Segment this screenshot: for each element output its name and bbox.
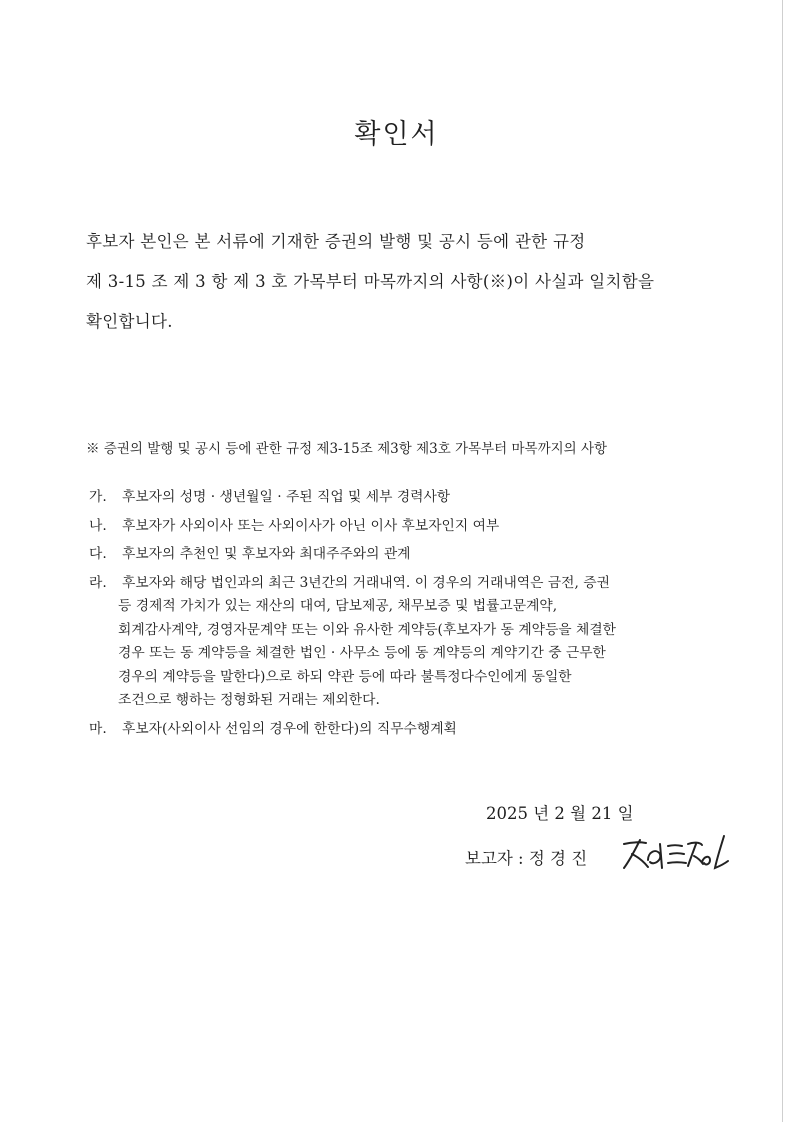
handwritten-signature bbox=[618, 830, 733, 878]
list-item-text: 후보자의 추천인 및 후보자와 최대주주와의 관계 bbox=[122, 546, 411, 562]
list-item-text: 후보자가 사외이사 또는 사외이사가 아닌 이사 후보자인지 여부 bbox=[122, 517, 500, 534]
regulation-item-list bbox=[89, 486, 729, 746]
statement-line: 확인합니다. bbox=[86, 312, 173, 331]
statement-line: 제 3-15 조 제 3 항 제 3 호 가목부터 마목까지의 사항(※)이 사실과 일치함을 bbox=[86, 272, 655, 291]
list-item-text: 경우의 계약등을 말한다)으로 하되 약관 등에 따라 불특정다수인에게 동일한 bbox=[118, 668, 572, 685]
reporter-label: 보고자 : 정 경 진 bbox=[465, 849, 588, 868]
list-item-text: 후보자와 해당 법인과의 최근 3년간의 거래내역. 이 경우의 거래내역은 금전, 증권 bbox=[122, 574, 610, 591]
list-item-text: 경우 또는 동 계약등을 체결한 법인 · 사무소 등에 동 계약등의 계약기간 중 근무한 bbox=[118, 645, 606, 661]
page-edge-line bbox=[782, 0, 783, 1122]
report-date: 2025 년 2 월 21 일 bbox=[486, 804, 634, 823]
list-item-text: 등 경제적 가치가 있는 재산의 대여, 담보제공, 채무보증 및 법률고문계약, bbox=[118, 598, 558, 614]
list-item-text: 후보자의 성명 · 생년월일 · 주된 직업 및 세부 경력사항 bbox=[122, 489, 451, 505]
list-item bbox=[89, 572, 729, 713]
list-item bbox=[89, 515, 729, 539]
list-item-marker: 가. bbox=[89, 489, 107, 505]
statement-line: 후보자 본인은 본 서류에 기재한 증권의 발행 및 공시 등에 관한 규정 bbox=[86, 232, 586, 251]
list-item-text: 조건으로 행하는 정형화된 거래는 제외한다. bbox=[118, 692, 380, 708]
list-item bbox=[89, 486, 729, 510]
list-item-marker: 라. bbox=[89, 574, 107, 591]
list-item-text: 회계감사계약, 경영자문계약 또는 이와 유사한 계약등(후보자가 동 계약등을 체결한 bbox=[118, 621, 616, 638]
list-item-text: 후보자(사외이사 선임의 경우에 한한다)의 직무수행계획 bbox=[122, 720, 457, 737]
confirmation-statement bbox=[86, 222, 726, 342]
list-item bbox=[89, 543, 729, 567]
reporter-line bbox=[465, 845, 587, 869]
list-item-marker: 나. bbox=[89, 517, 107, 534]
list-item-marker: 마. bbox=[89, 720, 107, 737]
regulation-note-heading: ※ 증권의 발행 및 공시 등에 관한 규정 제3-15조 제3항 제3호 가목부터 마목까지의 사항 bbox=[86, 441, 608, 457]
list-item-marker: 다. bbox=[89, 546, 107, 562]
list-item bbox=[89, 718, 729, 742]
document-title: 확인서 bbox=[354, 119, 439, 150]
